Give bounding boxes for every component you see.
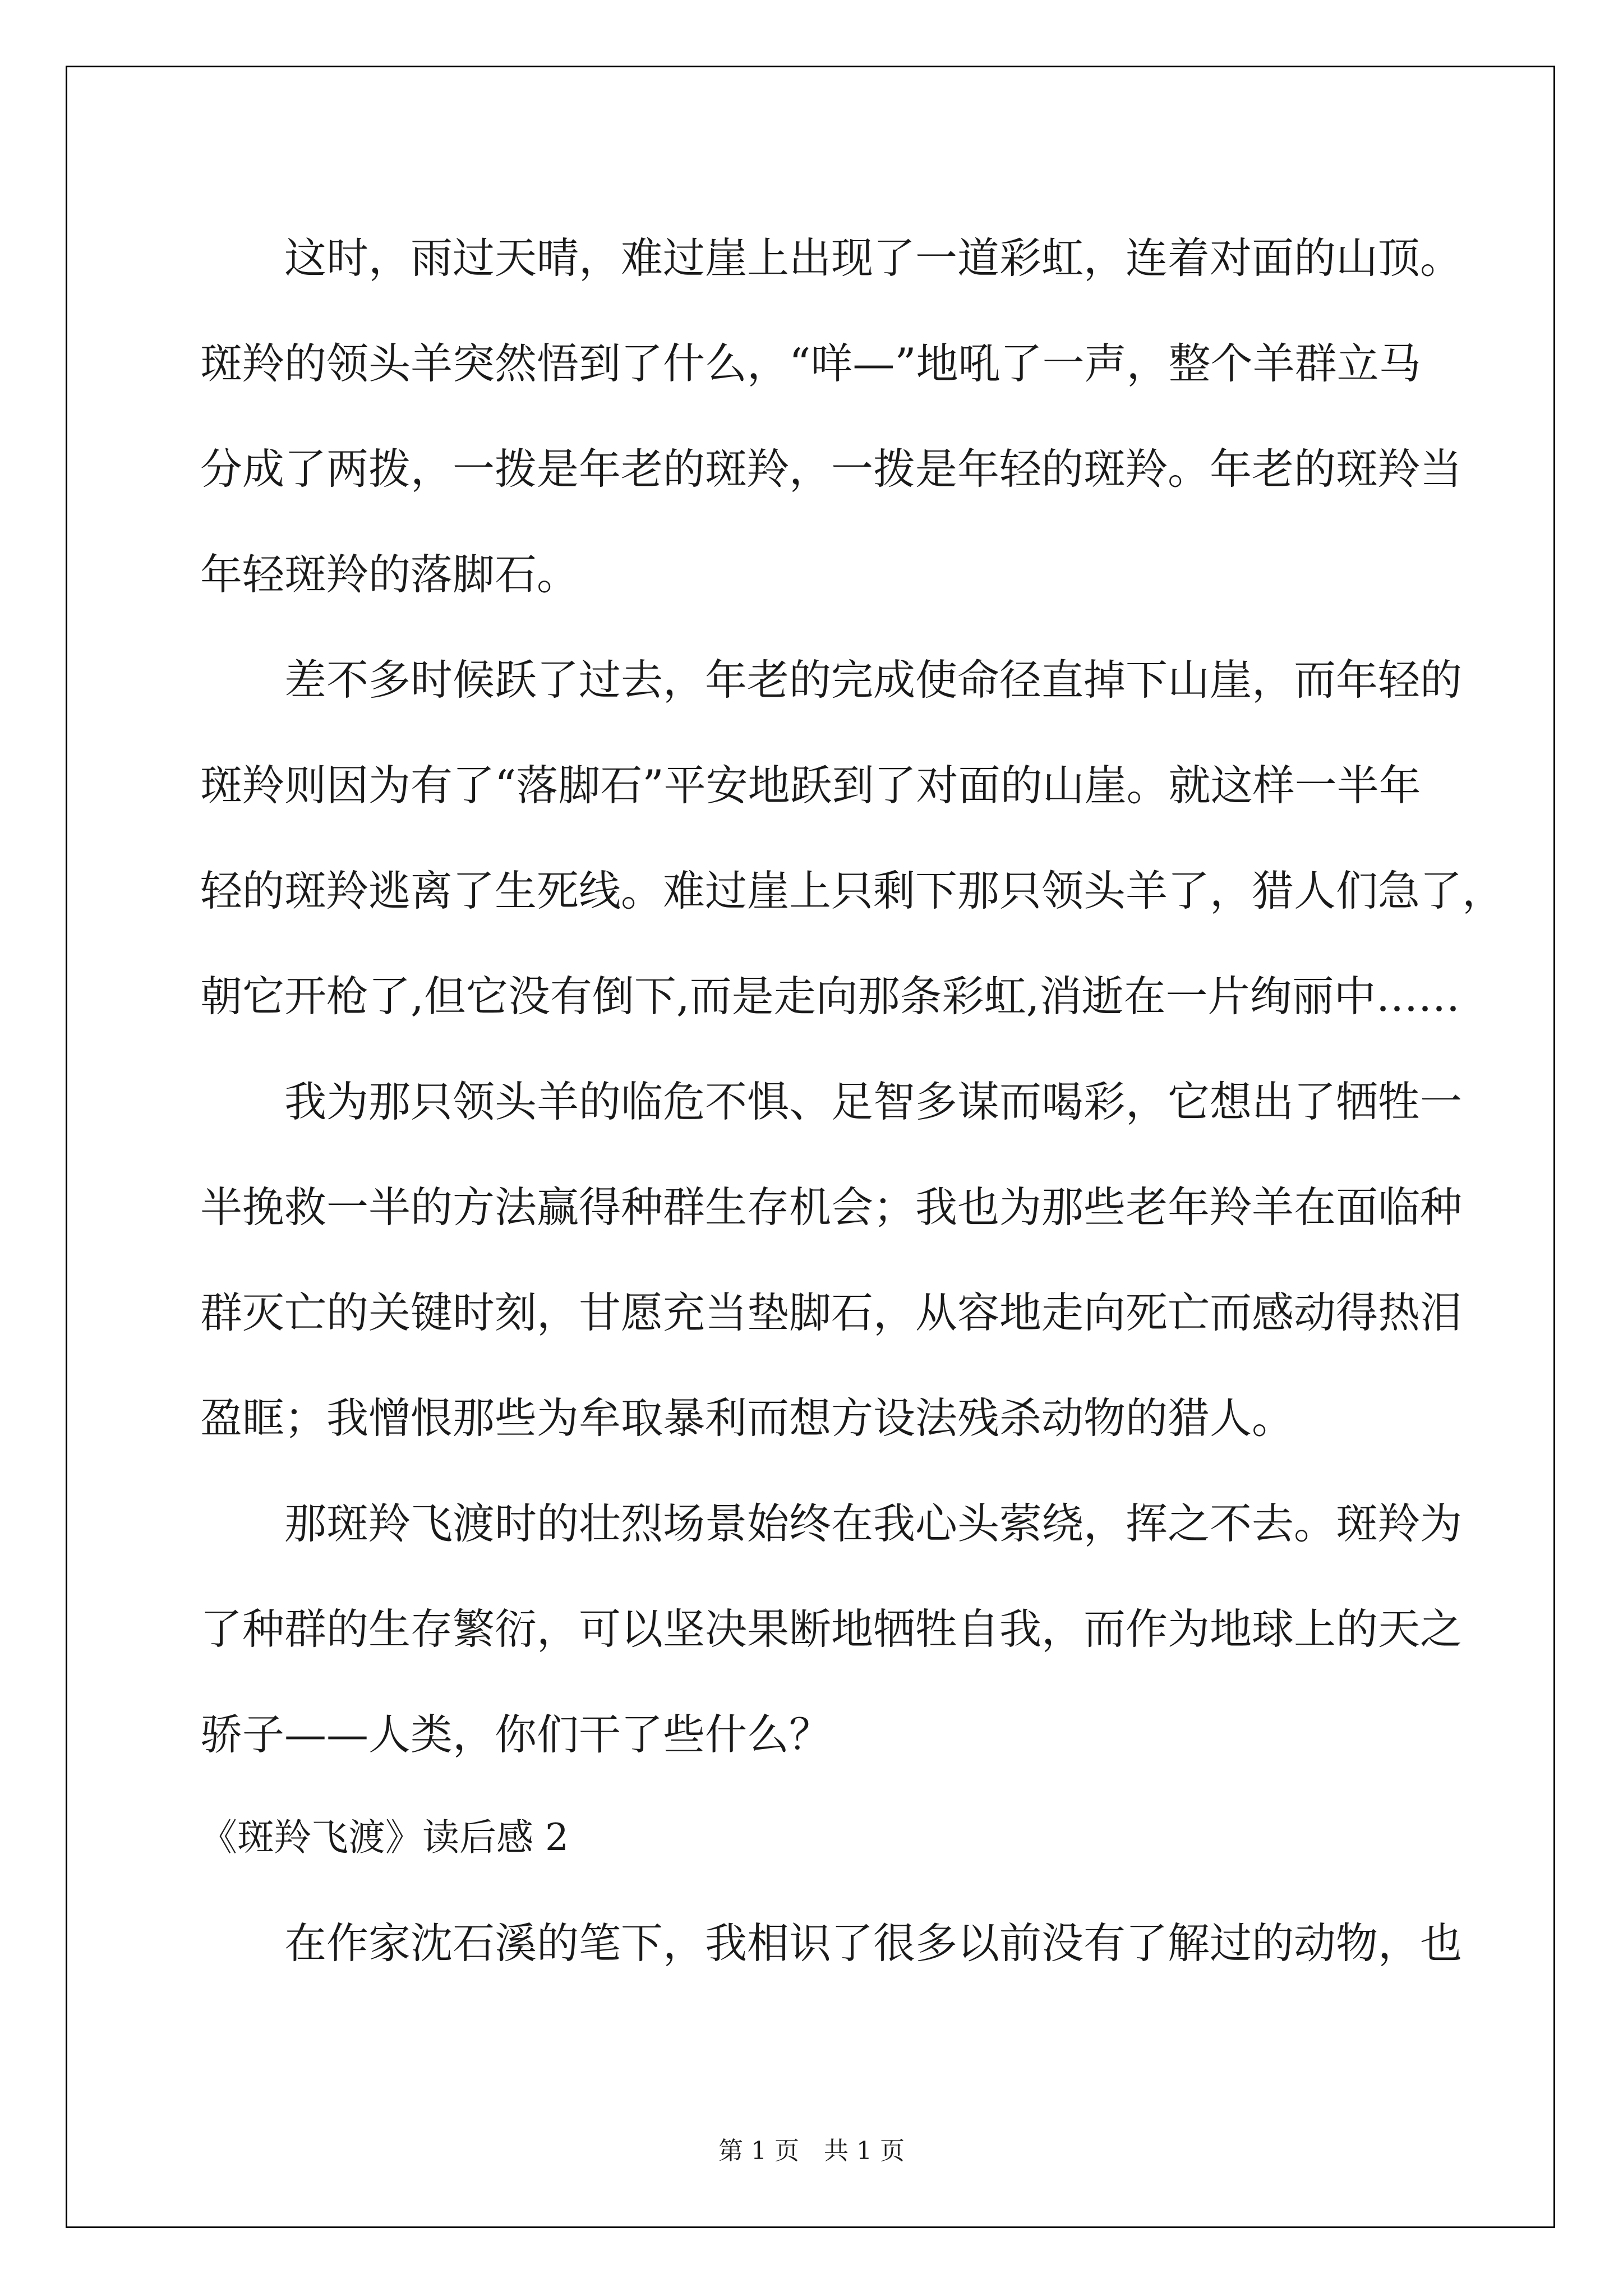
- text-line: 这时，雨过天晴，难过崖上出现了一道彩虹，连着对面的山顶。: [200, 233, 1463, 283]
- text-line: 群灭亡的关键时刻，甘愿充当垫脚石，从容地走向死亡而感动得热泪: [200, 1288, 1463, 1337]
- page-number-footer: 第 1 页 共 1 页: [718, 2137, 905, 2165]
- text-line: 年轻斑羚的落脚石。: [200, 550, 579, 599]
- text-line: 斑羚则因为有了“落脚石”平安地跃到了对面的山崖。就这样一半年: [200, 761, 1421, 810]
- text-line: 朝它开枪了,但它没有倒下,而是走向那条彩虹,消逝在一片绚丽中……: [200, 972, 1460, 1021]
- text-line: 半挽救一半的方法赢得种群生存机会；我也为那些老年羚羊在面临种: [200, 1182, 1463, 1232]
- text-line: 盈眶；我憎恨那些为牟取暴利而想方设法残杀动物的猎人。: [200, 1393, 1294, 1443]
- text-line: 我为那只领头羊的临危不惧、足智多谋而喝彩，它想出了牺牲一: [200, 1077, 1463, 1126]
- text-line: 骄子——人类，你们干了些什么？: [200, 1710, 832, 1759]
- section-heading: 《斑羚飞渡》读后感 2: [200, 1816, 569, 1859]
- text-line: 斑羚的领头羊突然悟到了什么，“咩—”地吼了一声，整个羊群立马: [200, 339, 1421, 388]
- text-line: 那斑羚飞渡时的壮烈场景始终在我心头萦绕，挥之不去。斑羚为: [200, 1499, 1463, 1548]
- text-line: 了种群的生存繁衍，可以坚决果断地牺牲自我，而作为地球上的天之: [200, 1604, 1463, 1654]
- text-line: 轻的斑羚逃离了生死线。难过崖上只剩下那只领头羊了，猎人们急了，: [200, 866, 1505, 915]
- text-line: 在作家沈石溪的笔下，我相识了很多以前没有了解过的动物，也: [200, 1918, 1463, 1968]
- text-line: 分成了两拨，一拨是年老的斑羚，一拨是年轻的斑羚。年老的斑羚当: [200, 444, 1463, 494]
- text-line: 差不多时候跃了过去，年老的完成使命径直掉下山崖，而年轻的: [200, 655, 1463, 705]
